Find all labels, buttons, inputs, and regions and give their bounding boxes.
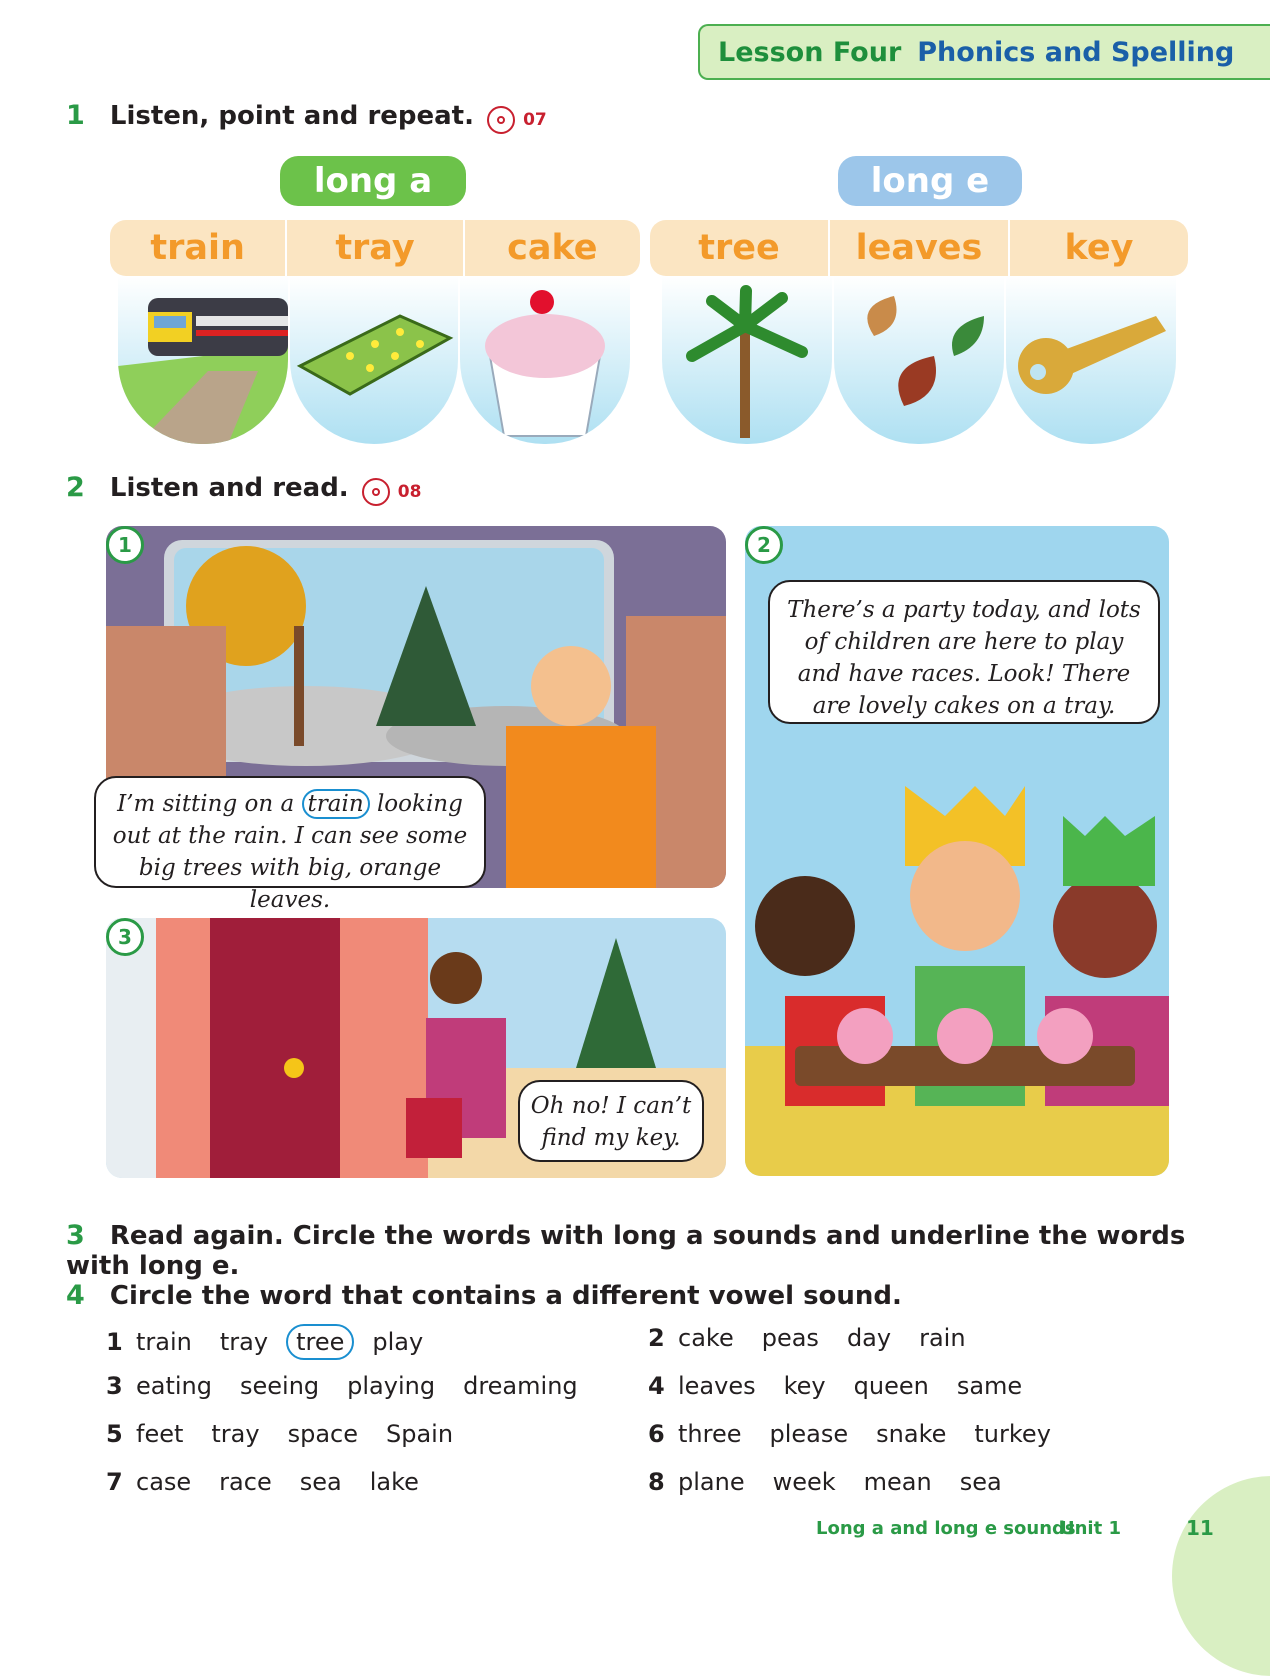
word-option[interactable]: snake [876, 1420, 947, 1448]
word-option[interactable]: same [956, 1372, 1023, 1400]
panel-number: 3 [106, 918, 144, 956]
word-option[interactable]: play [372, 1328, 424, 1356]
vowel-item-3: 3 eating seeing playing dreaming [106, 1372, 578, 1400]
palm-tree-icon [662, 276, 832, 444]
word-option[interactable]: day [846, 1324, 892, 1352]
long-e-pill: long e [838, 156, 1022, 206]
word-option[interactable]: race [219, 1468, 272, 1496]
word-leaves: leaves [830, 220, 1010, 276]
word-option-circled[interactable]: tree [286, 1324, 354, 1360]
exercise-2-heading [66, 472, 421, 506]
lesson-title: Phonics and Spelling [917, 36, 1235, 68]
footer-unit: Unit 1 [1060, 1518, 1121, 1539]
exercise-4-heading [66, 1280, 902, 1311]
lesson-label: Lesson Four [718, 36, 902, 68]
audio-track[interactable] [487, 106, 547, 134]
word-option[interactable]: mean [863, 1468, 932, 1496]
word-option[interactable]: rain [919, 1324, 966, 1352]
word-key: key [1064, 228, 1134, 268]
word-option[interactable]: tray [219, 1328, 269, 1356]
exercise-number: 4 [66, 1280, 85, 1311]
word-option[interactable]: feet [136, 1420, 184, 1448]
speech-bubble-2: There’s a party today, and lots of children are here to play and have races. Look! There are lovely cakes on a tray. [768, 580, 1160, 724]
word-option[interactable]: cake [678, 1324, 734, 1352]
word-option[interactable]: playing [347, 1372, 436, 1400]
vowel-item-2: 2 cake peas day rain [648, 1324, 966, 1352]
word-option[interactable]: three [678, 1420, 742, 1448]
exercise-1-heading [66, 100, 547, 134]
speech-bubble-1 [94, 776, 486, 913]
word-option[interactable]: Spain [385, 1420, 454, 1448]
cake-picture [460, 276, 630, 444]
exercise-number: 3 [66, 1220, 85, 1251]
word-option[interactable]: plane [678, 1468, 745, 1496]
tray-picture [290, 276, 458, 444]
word-option[interactable]: tray [211, 1420, 260, 1448]
exercise-instruction: Read again. Circle the words with long a sounds and underline the words with long e. [66, 1221, 1186, 1281]
track-number: 07 [523, 109, 547, 130]
key-picture [1006, 276, 1176, 444]
exercise-instruction: Circle the word that contains a different vowel sound. [109, 1281, 902, 1311]
audio-cd-icon[interactable] [487, 106, 515, 134]
word-option[interactable]: sea [959, 1468, 1002, 1496]
cupcake-icon [460, 276, 630, 444]
leaves-picture [834, 276, 1004, 444]
audio-cd-icon[interactable] [362, 478, 390, 506]
exercise-instruction: Listen and read. [109, 473, 349, 503]
vowel-item-4: 4 leaves key queen same [648, 1372, 1023, 1400]
vowel-item-8: 8 plane week mean sea [648, 1468, 1002, 1496]
track-number: 08 [397, 481, 422, 502]
word-option[interactable]: space [287, 1420, 358, 1448]
exercise-3-heading [66, 1220, 1246, 1281]
word-tree: tree [650, 220, 830, 276]
vowel-item-1: 1 train tray tree play [106, 1324, 451, 1360]
circled-word-train: train [302, 789, 370, 819]
word-option[interactable]: seeing [240, 1372, 320, 1400]
train-icon [118, 276, 288, 444]
word-option[interactable]: turkey [974, 1420, 1051, 1448]
word-option[interactable]: please [769, 1420, 849, 1448]
exercise-instruction: Listen, point and repeat. [109, 101, 474, 131]
tray-icon [290, 276, 458, 444]
footer-topic: Long a and long e sounds [816, 1518, 1076, 1539]
audio-track[interactable] [362, 478, 422, 506]
word-option[interactable]: train [136, 1328, 192, 1356]
exercise-number: 2 [66, 472, 85, 503]
word-option[interactable]: eating [136, 1372, 212, 1400]
tree-picture [662, 276, 832, 444]
word-option[interactable]: week [772, 1468, 836, 1496]
page-corner-shape [1172, 1476, 1270, 1676]
leaves-icon [834, 276, 1004, 444]
speech-bubble-3: Oh no! I can’t find my key. [518, 1080, 704, 1162]
page-number: 11 [1186, 1516, 1214, 1540]
word-option[interactable]: queen [853, 1372, 929, 1400]
word-option[interactable]: key [783, 1372, 826, 1400]
vowel-item-5: 5 feet tray space Spain [106, 1420, 454, 1448]
key-icon [1006, 276, 1176, 444]
word-option[interactable]: lake [369, 1468, 419, 1496]
vowel-item-6: 6 three please snake turkey [648, 1420, 1051, 1448]
word-tray: tray [287, 220, 464, 276]
word-cake: cake [507, 228, 598, 268]
bubble-text: I’m sitting on a [117, 791, 295, 817]
word-train: train [110, 220, 287, 276]
vowel-item-7: 7 case race sea lake [106, 1468, 419, 1496]
word-option[interactable]: sea [299, 1468, 342, 1496]
long-a-word-bar [110, 220, 640, 276]
word-option[interactable]: leaves [678, 1372, 756, 1400]
word-option[interactable]: case [136, 1468, 192, 1496]
long-e-word-bar [650, 220, 1188, 276]
word-option[interactable]: dreaming [463, 1372, 578, 1400]
train-picture [118, 276, 288, 444]
panel-number: 1 [106, 526, 144, 564]
long-a-pill: long a [280, 156, 466, 206]
bubble-text: looking out at the rain. I can see some big trees with big, orange leaves. [112, 791, 468, 913]
word-option[interactable]: peas [761, 1324, 819, 1352]
lesson-header-tab [698, 24, 1270, 80]
exercise-number: 1 [66, 100, 85, 131]
panel-number: 2 [745, 526, 783, 564]
